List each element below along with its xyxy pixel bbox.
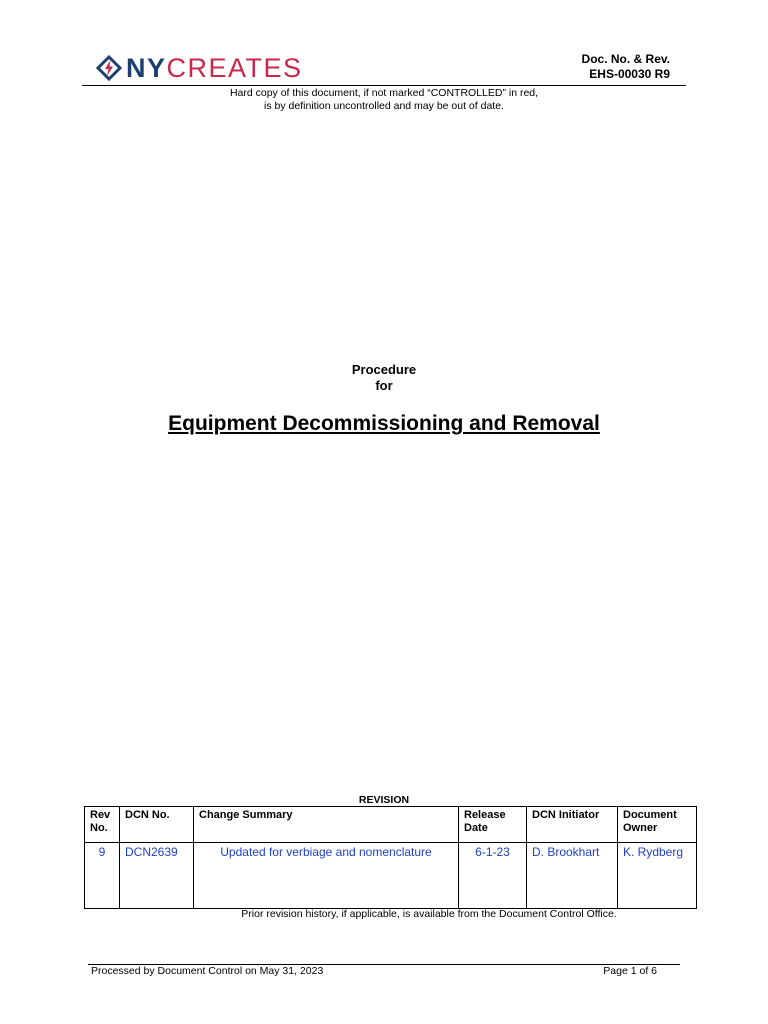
- cell-rev-no: 9: [85, 843, 120, 909]
- logo-ny: NY: [126, 53, 167, 83]
- procedure-label: Procedure: [351, 362, 417, 377]
- hard-copy-notice: [82, 87, 686, 113]
- revision-label: REVISION: [358, 794, 410, 806]
- cell-document-owner: K. Rydberg: [618, 843, 697, 909]
- col-header-change-summary: Change Summary: [194, 807, 459, 843]
- revision-table: [84, 806, 697, 909]
- header-divider: [82, 85, 686, 86]
- col-header-release-date: Release Date: [459, 807, 527, 843]
- nycreates-logo: [96, 52, 303, 84]
- hard-copy-line-2: is by definition uncontrolled and may be out of date.: [264, 100, 504, 112]
- cell-dcn-initiator: D. Brookhart: [527, 843, 618, 909]
- col-header-dcn-no: DCN No.: [120, 807, 194, 843]
- procedure-for: for: [375, 378, 393, 393]
- revision-header-row: [85, 807, 697, 843]
- col-header-dcn-initiator: DCN Initiator: [527, 807, 618, 843]
- page-title: Equipment Decommissioning and Removal: [168, 412, 600, 435]
- doc-number-label: Doc. No. & Rev.: [581, 52, 670, 66]
- col-header-document-owner: Document Owner: [618, 807, 697, 843]
- hard-copy-line-1: Hard copy of this document, if not marked “CONTROLLED” in red,: [229, 87, 539, 99]
- procedure-heading: [0, 362, 768, 394]
- cell-change-summary: Updated for verbiage and nomenclature: [194, 843, 459, 909]
- footer-page-number: Page 1 of 6: [603, 965, 657, 977]
- logo-mark-icon: [96, 55, 122, 81]
- prior-revision-note: Prior revision history, if applicable, is available from the Document Control Office.: [241, 908, 617, 920]
- cell-release-date: 6-1-23: [459, 843, 527, 909]
- cell-dcn-no: DCN2639: [120, 843, 194, 909]
- footer-processed: Processed by Document Control on May 31, 2023: [91, 965, 324, 977]
- doc-number-block: [582, 52, 670, 82]
- logo-creates: CREATES: [166, 53, 303, 83]
- logo-wordmark: [126, 52, 303, 84]
- doc-number-value: EHS-00030 R9: [589, 67, 670, 81]
- table-row: [85, 843, 697, 909]
- col-header-rev-no: Rev No.: [85, 807, 120, 843]
